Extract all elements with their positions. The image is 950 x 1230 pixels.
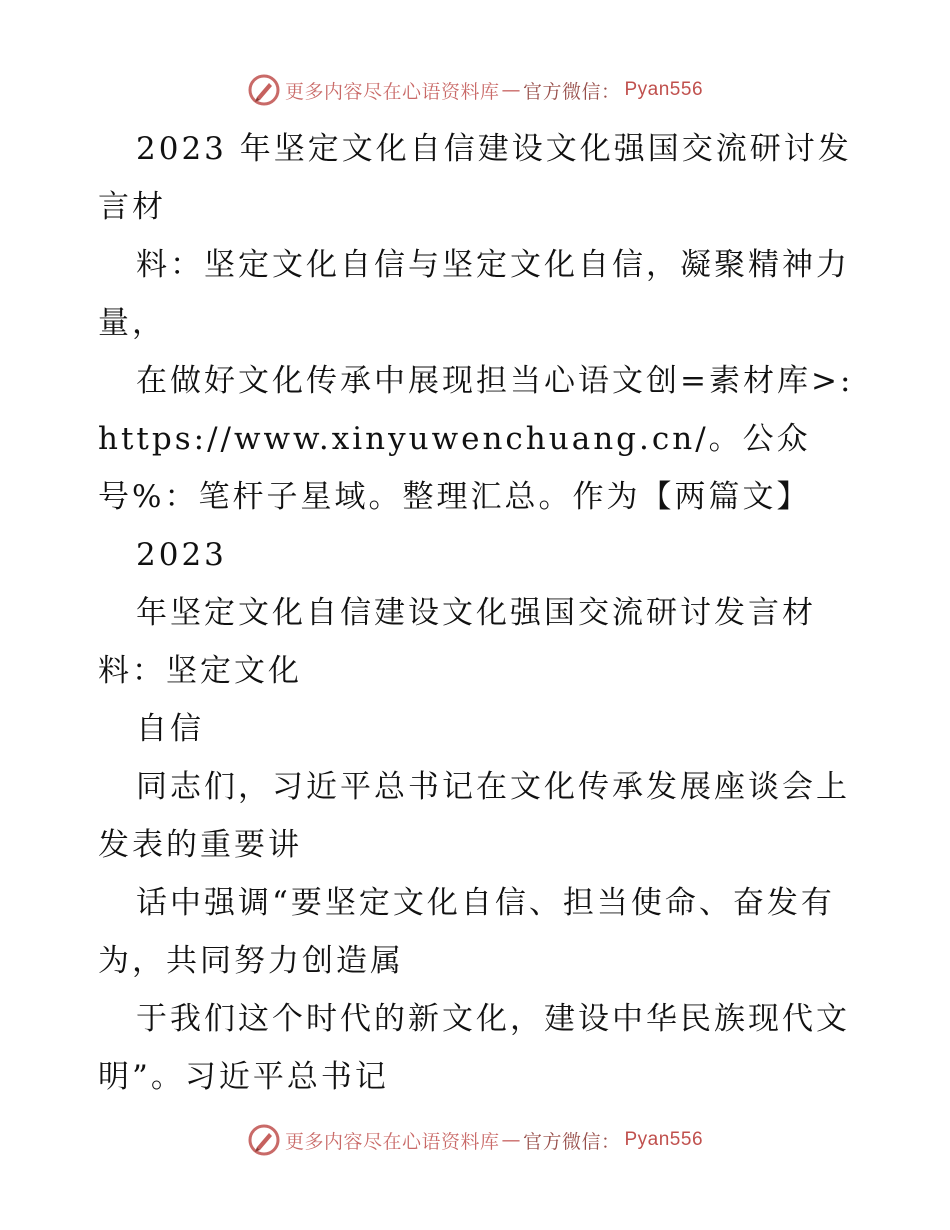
paragraph: 于我们这个时代的新文化，建设中华民族现代文明”。习近平总书记 bbox=[98, 1001, 850, 1095]
document-body bbox=[98, 120, 858, 1106]
paragraph: 自信 bbox=[136, 711, 204, 747]
paragraph: 话中强调“要坚定文化自信、担当使命、奋发有为，共同努力创造属 bbox=[98, 885, 835, 979]
watermark-dash: — bbox=[501, 1129, 521, 1151]
footer-watermark bbox=[0, 1120, 950, 1160]
watermark-wechat-id: Pyan556 bbox=[624, 1129, 704, 1150]
paragraph: 2023 年坚定文化自信建设文化强国交流研讨发言材 bbox=[98, 131, 852, 225]
watermark-text: 更多内容尽在心语资料库 bbox=[284, 80, 500, 103]
watermark-dash: — bbox=[501, 79, 521, 101]
paragraph: 料：坚定文化自信与坚定文化自信，凝聚精神力量， bbox=[98, 247, 850, 341]
paragraph: 年坚定文化自信建设文化强国交流研讨发言材料：坚定文化 bbox=[98, 595, 816, 689]
header-watermark bbox=[0, 70, 950, 110]
watermark-official-label: 官方微信： bbox=[522, 1130, 621, 1153]
watermark-wechat-id: Pyan556 bbox=[624, 79, 704, 100]
paragraph: 2023 bbox=[136, 537, 227, 573]
watermark-text: 更多内容尽在心语资料库 bbox=[284, 1130, 500, 1153]
paragraph: 同志们，习近平总书记在文化传承发展座谈会上发表的重要讲 bbox=[98, 769, 850, 863]
pen-circle-logo-icon bbox=[247, 1123, 281, 1157]
watermark-official-label: 官方微信： bbox=[522, 80, 621, 103]
paragraph: 在做好文化传承中展现担当心语文创=素材库>: https://www.xinyuwenchuang.cn/。公众号%：笔杆子星域。整理汇总。作为【两篇文】 bbox=[98, 363, 854, 515]
pen-circle-logo-icon bbox=[247, 73, 281, 107]
